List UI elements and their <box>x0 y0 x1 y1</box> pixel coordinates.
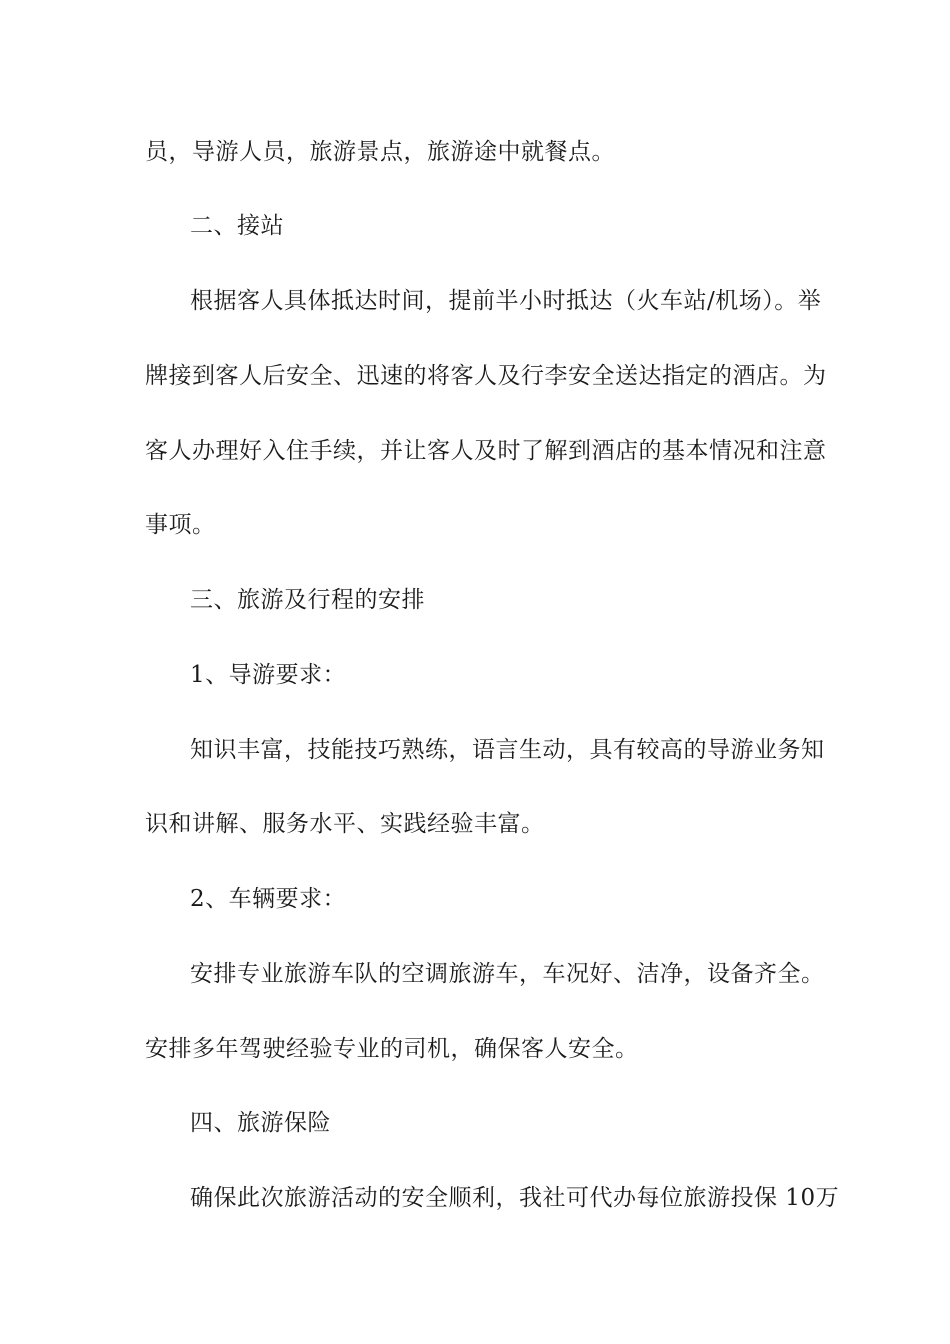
paragraph-line: 根据客人具体抵达时间，提前半小时抵达（火车站/机场）。举 <box>190 288 822 314</box>
paragraph-line: 安排多年驾驶经验专业的司机，确保客人安全。 <box>145 1036 639 1062</box>
section-heading: 二、接站 <box>190 213 284 239</box>
subsection-heading: 1、导游要求： <box>190 662 347 688</box>
paragraph-line: 识和讲解、服务水平、实践经验丰富。 <box>145 811 545 837</box>
section-heading: 四、旅游保险 <box>190 1110 331 1136</box>
text-line: 员，导游人员，旅游景点，旅游途中就餐点。 <box>145 139 615 165</box>
paragraph-line: 确保此次旅游活动的安全顺利，我社可代办每位旅游投保 10万 <box>190 1185 840 1211</box>
paragraph-line: 客人办理好入住手续，并让客人及时了解到酒店的基本情况和注意 <box>145 438 827 464</box>
paragraph-line: 事项。 <box>145 512 216 538</box>
paragraph-line: 安排专业旅游车队的空调旅游车，车况好、洁净，设备齐全。 <box>190 961 825 987</box>
paragraph-line: 牌接到客人后安全、迅速的将客人及行李安全送达指定的酒店。为 <box>145 363 827 389</box>
subsection-heading: 2、车辆要求： <box>190 886 347 912</box>
section-heading: 三、旅游及行程的安排 <box>190 587 425 613</box>
paragraph-line: 知识丰富，技能技巧熟练，语言生动，具有较高的导游业务知 <box>190 737 825 763</box>
